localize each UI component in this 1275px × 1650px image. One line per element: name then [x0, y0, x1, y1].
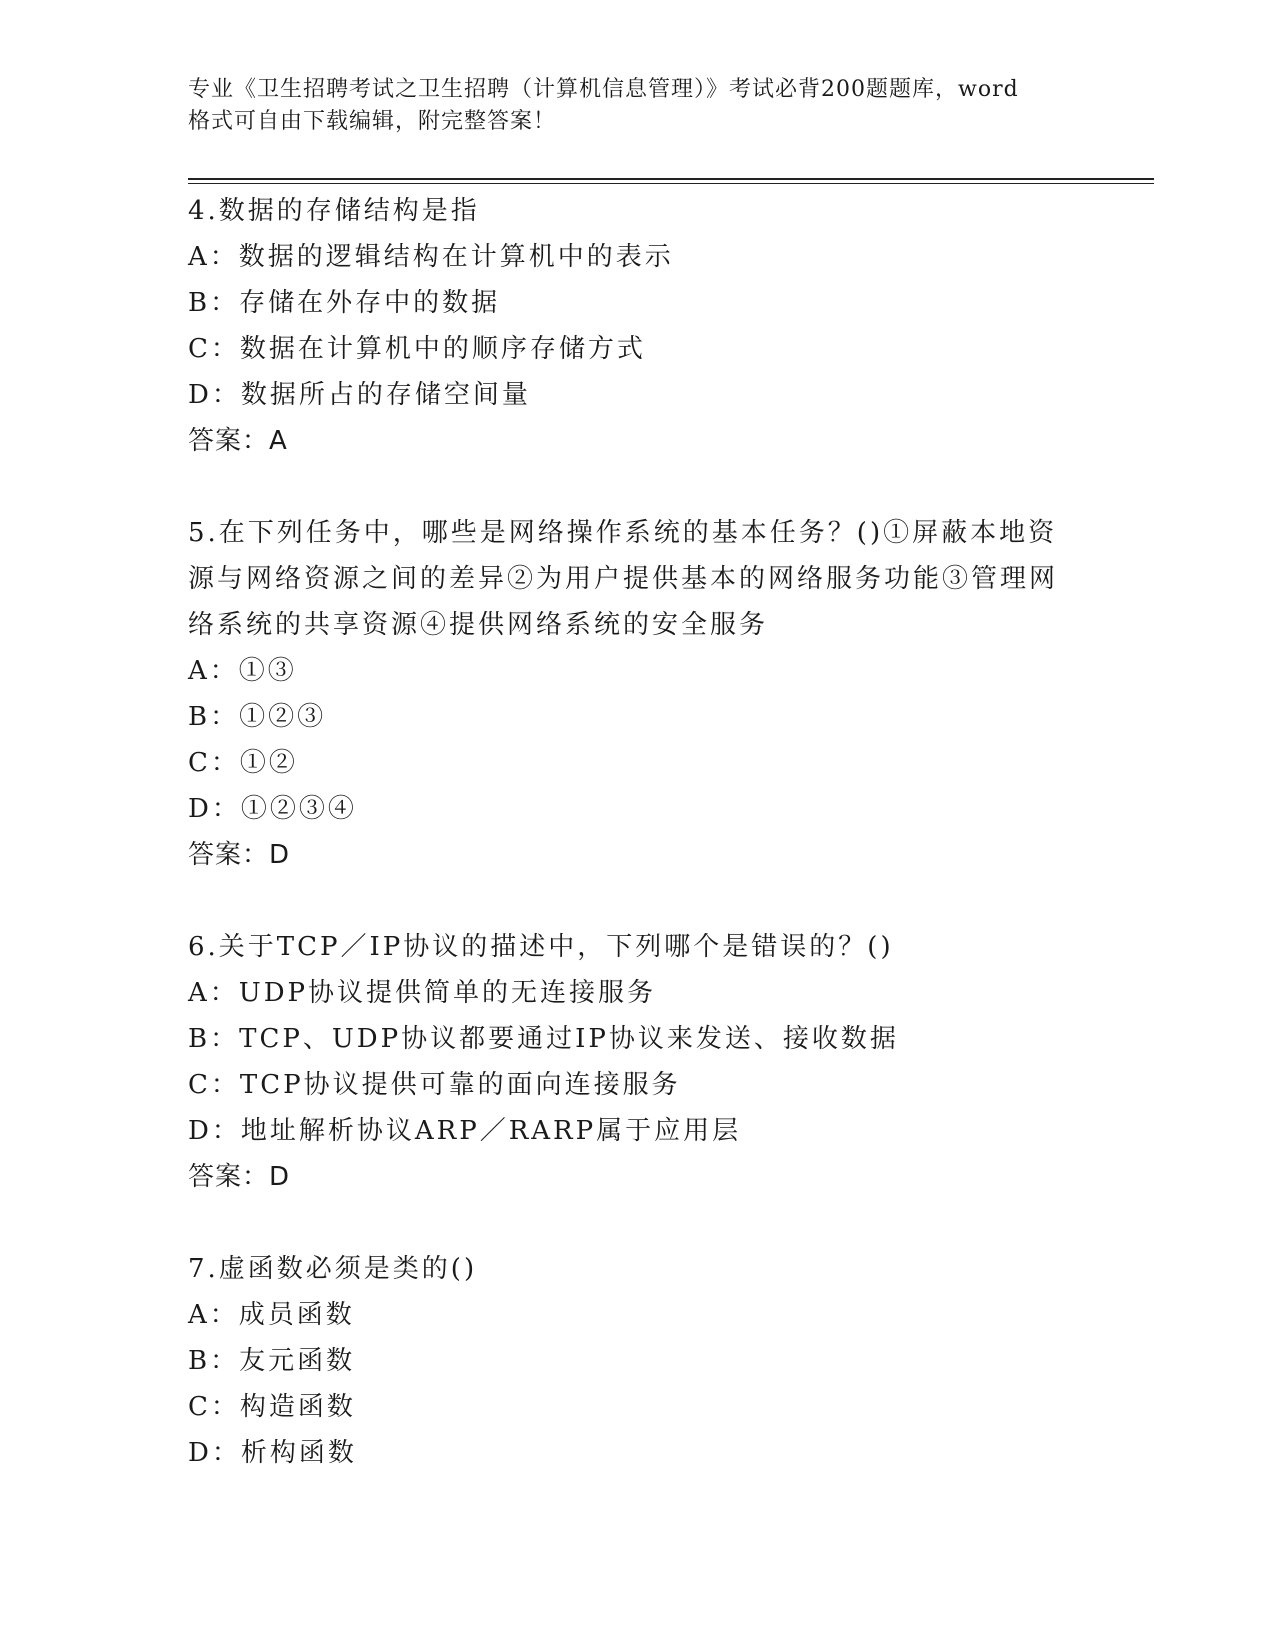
- option-d: D：析构函数: [188, 1438, 357, 1468]
- answer-line: 答案：A: [188, 426, 288, 456]
- option-c: C：构造函数: [188, 1392, 356, 1422]
- option-b: B：TCP、UDP协议都要通过IP协议来发送、接收数据: [188, 1024, 899, 1054]
- option-a: A：数据的逻辑结构在计算机中的表示: [188, 242, 674, 272]
- question-spacer: [188, 464, 1068, 510]
- option-a: A：①③: [188, 656, 297, 686]
- question-block: [188, 188, 1068, 464]
- header-line-2: 格式可自由下载编辑，附完整答案！: [188, 109, 557, 134]
- question-stem: 6.关于TCP／IP协议的描述中，下列哪个是错误的？(): [188, 932, 894, 962]
- header-line-1: 专业《卫生招聘考试之卫生招聘（计算机信息管理）》考试必背200题题库，word: [188, 77, 1019, 102]
- option-b: B：①②③: [188, 702, 327, 732]
- question-list: [188, 188, 1068, 1476]
- question-stem: 络系统的共享资源④提供网络系统的安全服务: [188, 610, 769, 640]
- question-block: [188, 510, 1068, 878]
- header-rule-thin: [188, 183, 1154, 184]
- option-c: C：数据在计算机中的顺序存储方式: [188, 334, 646, 364]
- question-stem: 4.数据的存储结构是指: [188, 196, 480, 226]
- option-d: D：①②③④: [188, 794, 357, 824]
- question-block: [188, 1246, 1068, 1476]
- option-c: C：①②: [188, 748, 298, 778]
- question-spacer: [188, 1200, 1068, 1246]
- answer-line: 答案：D: [188, 840, 291, 870]
- option-a: A：UDP协议提供简单的无连接服务: [188, 978, 657, 1008]
- document-header: [188, 74, 1088, 138]
- option-b: B：存储在外存中的数据: [188, 288, 501, 318]
- option-c: C：TCP协议提供可靠的面向连接服务: [188, 1070, 681, 1100]
- option-d: D：地址解析协议ARP／RARP属于应用层: [188, 1116, 742, 1146]
- question-stem: 5.在下列任务中，哪些是网络操作系统的基本任务？()①屏蔽本地资: [188, 518, 1058, 548]
- question-stem: 源与网络资源之间的差异②为用户提供基本的网络服务功能③管理网: [188, 564, 1059, 594]
- header-rule-thick: [188, 178, 1154, 180]
- question-spacer: [188, 878, 1068, 924]
- option-a: A：成员函数: [188, 1300, 355, 1330]
- question-stem: 7.虚函数必须是类的(): [188, 1254, 478, 1284]
- question-block: [188, 924, 1068, 1200]
- answer-line: 答案：D: [188, 1162, 291, 1192]
- option-b: B：友元函数: [188, 1346, 356, 1376]
- option-d: D：数据所占的存储空间量: [188, 380, 531, 410]
